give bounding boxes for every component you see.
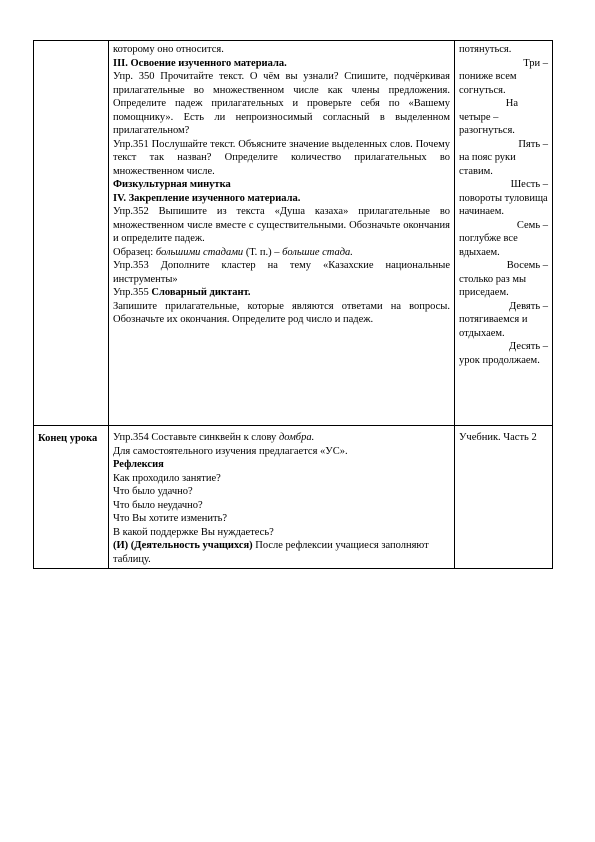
fitness-minute-heading: Физкультурная минутка <box>113 179 231 190</box>
exercise-352: Упр.352 Выпишите из текста «Душа казаха» прилагательные во множественном числе вместе с существительными. Обозначьте окончания и определите падеж. <box>113 206 450 244</box>
section-heading-3: III. Освоение изученного материала. <box>113 57 287 69</box>
exercise-350: Упр. 350 Прочитайте текст. О чём вы узнали? Спишите, подчёркивая прилагательные во множественном числе как члены предложения. Определите падеж прилагательных и проверьте себя по «Вашему помощнику». Есть ли непроизносимый согласный в выделенном прилагательном? <box>113 71 450 136</box>
sample-label: Образец: <box>113 246 156 258</box>
rhyme-line: повороты туловища начинаем. <box>459 192 548 217</box>
resources-cell <box>455 41 553 426</box>
self-study-text: Для самостоятельного изучения предлагается «УС». <box>113 445 348 457</box>
stage-label: Конец урока <box>38 433 98 444</box>
reflection-question: В какой поддержке Вы нуждаетесь? <box>113 526 274 538</box>
rhyme-line: четыре – разогнуться. <box>459 111 515 136</box>
exercise-354 <box>113 431 450 445</box>
exercise-354-word: домбра. <box>278 432 315 443</box>
rhyme-line: потягиваемся и отдыхаем. <box>459 314 528 339</box>
stage-cell <box>34 426 109 569</box>
table-row <box>34 426 553 569</box>
sample-line <box>113 246 450 260</box>
exercise-355 <box>113 286 450 300</box>
student-activity-text: После рефлексии учащиеся заполняют таблицу. <box>113 540 429 565</box>
exercise-353: Упр.353 Дополните кластер на тему «Казахские национальные инструменты» <box>113 260 450 285</box>
student-activity <box>113 539 450 566</box>
rhyme-line: Семь – <box>516 219 548 231</box>
stage-cell-empty <box>34 41 109 426</box>
reflection-question: Что Вы хотите изменить? <box>113 513 228 524</box>
reflection-question: Что было удачно? <box>113 486 193 497</box>
reflection-question: Что было неудачно? <box>113 499 203 511</box>
rhyme-line: потянуться. <box>459 44 512 55</box>
rhyme-line: столько раз мы приседаем. <box>459 273 527 298</box>
exercise-351: Упр.351 Послушайте текст. Объясните значение выделенных слов. Почему текст так назван? Определите количество прилагательных во множественном числе. <box>113 138 450 177</box>
resources-cell <box>455 426 553 569</box>
sample-mid: (Т. п.) – <box>243 246 283 258</box>
reflection-question: Как проходило занятие? <box>113 472 221 484</box>
rhyme-line: Десять – <box>509 341 548 352</box>
rhyme-line: пониже всем согнуться. <box>459 71 517 96</box>
sample-italic-2: большие стада. <box>282 246 353 258</box>
rhyme-line: поглубже все вдыхаем. <box>459 233 518 258</box>
reflection-heading: Рефлексия <box>113 459 164 470</box>
dictation-text: Запишите прилагательные, которые являются ответами на вопросы. Обозначьте их окончания. Определите род число и падеж. <box>113 300 450 325</box>
section-heading-4: IV. Закрепление изученного материала. <box>113 192 301 204</box>
rhyme-line: на пояс руки ставим. <box>459 152 516 177</box>
exercise-355-title: Словарный диктант. <box>151 287 251 298</box>
activity-cell <box>109 426 455 569</box>
table-row <box>34 41 553 426</box>
rhyme-line: Восемь – <box>506 260 548 271</box>
exercise-354-text: Упр.354 Составьте синквейн к слову <box>113 432 279 443</box>
student-activity-label: (И) (Деятельность учащихся) <box>113 540 253 551</box>
rhyme-line: урок продолжаем. <box>459 354 540 366</box>
sample-italic-1: большими стадами <box>155 246 244 258</box>
rhyme-line: Три – <box>523 57 548 69</box>
exercise-355-prefix: Упр.355 <box>113 287 152 298</box>
activity-cell <box>109 41 455 426</box>
rhyme-line: Шесть – <box>510 179 548 190</box>
textbook-reference: Учебник. Часть 2 <box>459 432 537 443</box>
rhyme-line: Пять – <box>518 138 548 150</box>
rhyme-line: Девять – <box>509 300 548 312</box>
continuation-text: которому оно относится. <box>113 44 224 55</box>
lesson-plan-table <box>33 40 553 569</box>
rhyme-line: На <box>505 98 518 109</box>
